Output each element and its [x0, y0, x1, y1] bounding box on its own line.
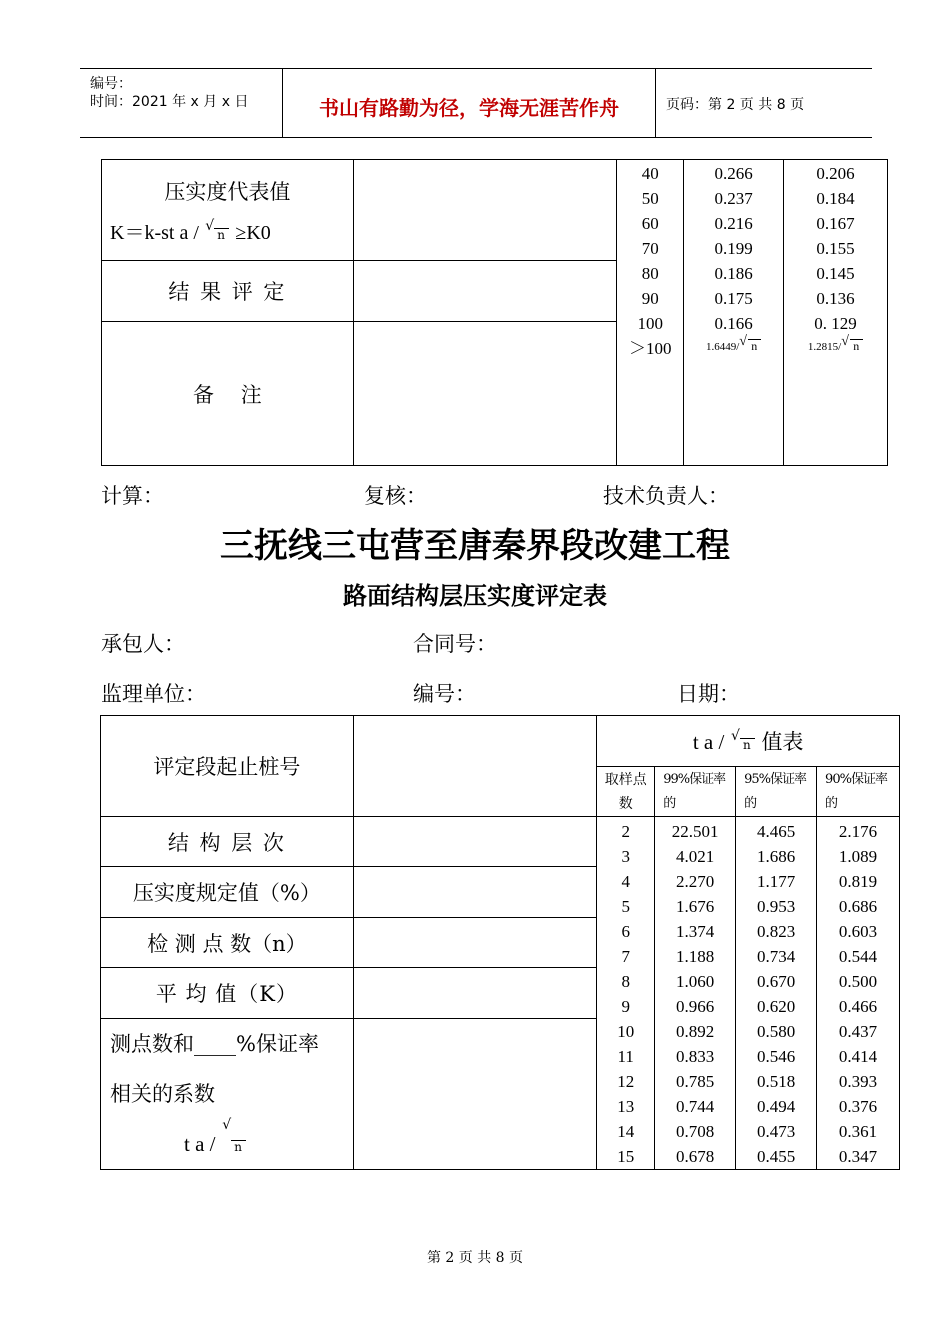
coef-count-value: 50: [641, 189, 659, 208]
ta-count-value: 4: [621, 872, 630, 891]
ta-99-value: 1.676: [676, 897, 715, 916]
coef-count-value: ＞100: [628, 339, 672, 358]
spec-label: 压实度规定值（%）: [101, 867, 354, 918]
coef-count-value: 40: [641, 164, 659, 183]
coef-count-value: 100: [637, 314, 663, 333]
mean-input: [353, 968, 597, 1019]
supervisor-label: 监理单位：: [101, 682, 206, 706]
coef-90-value: 0.136: [816, 289, 855, 308]
ta-99-value: 0.744: [676, 1097, 715, 1116]
spec-input: [353, 867, 597, 918]
calc-label: 计算：: [101, 484, 164, 508]
page-subtitle: 路面结构层压实度评定表: [343, 582, 607, 610]
ta-95-value: 0.734: [756, 947, 796, 966]
formula-right: ≥K0: [235, 221, 271, 244]
ta-99-value: 2.270: [676, 872, 715, 891]
col-99: 99%保证率的: [655, 767, 736, 817]
contractor-label: 承包人：: [101, 632, 185, 656]
ta-90-value: 2.176: [838, 822, 878, 841]
ta-90-value: 0.376: [838, 1097, 878, 1116]
ta-95-value: 0.494: [756, 1097, 796, 1116]
representative-value-formula: [102, 216, 353, 245]
coef-90-last: 1.2815/: [807, 341, 842, 353]
page-title: 三抚线三屯营至唐秦界段改建工程: [220, 526, 730, 566]
coef-count-value: 60: [641, 214, 659, 233]
points-label: 检 测 点 数（n）: [101, 918, 354, 968]
ta-95-cell: [736, 817, 817, 1170]
ta-90-value: 0.347: [838, 1147, 878, 1166]
ta-count-value: 9: [621, 997, 630, 1016]
coef-90-value: 0. 129: [814, 314, 857, 333]
ta-99-value: 0.833: [676, 1047, 715, 1066]
representative-value-table: [101, 159, 888, 466]
ta-95-value: 0.455: [756, 1147, 796, 1166]
ta-90-value: 0.544: [838, 947, 878, 966]
coef-90-value: 0.155: [816, 239, 855, 258]
coef-95-value: 0.266: [714, 164, 753, 183]
layer-label: 结 构 层 次: [101, 817, 354, 867]
page-header: [80, 68, 872, 138]
ta-90-value: 0.393: [838, 1072, 878, 1091]
ta-count-value: 11: [617, 1047, 634, 1066]
coef-90-cell: [784, 160, 888, 466]
ta-90-value: 0.500: [838, 972, 878, 991]
page-footer: 第 2 页 共 8 页: [426, 1250, 524, 1266]
contract-no-label: 合同号：: [413, 632, 497, 656]
ta-99-value: 0.966: [676, 997, 715, 1016]
compaction-evaluation-table: [100, 715, 900, 1170]
coef-count-value: 70: [641, 239, 659, 258]
representative-value-label: 压实度代表值: [164, 179, 291, 204]
ta-count-value: 6: [621, 922, 630, 941]
layer-input: [353, 817, 597, 867]
sqrt-n-icon: √ n: [739, 336, 761, 358]
result-evaluation-label: 结 果 评 定: [102, 261, 354, 322]
ta-95-value: 0.518: [756, 1072, 796, 1091]
ta-99-value: 0.785: [676, 1072, 715, 1091]
ta-90-value: 0.437: [838, 1022, 878, 1041]
ta-95-value: 0.546: [756, 1047, 796, 1066]
coef-90-value: 0.145: [816, 264, 855, 283]
ta-99-value: 0.678: [676, 1147, 715, 1166]
ta-90-value: 0.361: [838, 1122, 878, 1141]
ta-95-value: 0.473: [756, 1122, 796, 1141]
remarks-input: [353, 322, 616, 466]
sqrt-n-icon: √ n: [731, 730, 755, 754]
ta-95-value: 1.177: [756, 872, 796, 891]
header-motto: 书山有路勤为径，学海无涯苦作舟: [319, 96, 619, 120]
header-page-info: 页码：第 2 页 共 8 页: [666, 97, 805, 113]
ta-95-value: 0.620: [756, 997, 796, 1016]
coef-95-value: 0.199: [714, 239, 753, 258]
coef-label-line3: t a /: [184, 1132, 216, 1156]
ta-90-value: 0.603: [838, 922, 878, 941]
ta-99-value: 0.892: [676, 1022, 715, 1041]
representative-value-input: [353, 160, 616, 261]
ta-99-value: 1.374: [676, 922, 715, 941]
coef-label-line2: 相关的系数: [110, 1082, 215, 1106]
ta-count-value: 10: [617, 1022, 635, 1041]
mean-label: 平 均 值（K）: [101, 968, 354, 1019]
points-input: [353, 918, 597, 968]
col-95: 95%保证率的: [736, 767, 817, 817]
ta-count-value: 8: [621, 972, 630, 991]
number-label: 编号：: [413, 682, 476, 706]
sqrt-n-icon: √ n: [841, 336, 863, 358]
ta-count-value: 15: [617, 1147, 635, 1166]
ta-95-value: 0.823: [756, 922, 796, 941]
ta-95-value: 0.670: [756, 972, 796, 991]
ta-90-cell: [817, 817, 900, 1170]
section-label: 评定段起止桩号: [101, 716, 354, 817]
ta-count-value: 3: [621, 847, 630, 866]
ta-count-value: 14: [617, 1122, 635, 1141]
ta-count-value: 5: [621, 897, 630, 916]
coef-95-value: 0.186: [714, 264, 753, 283]
sqrt-n-icon: √ n: [222, 1119, 246, 1169]
header-time-label: 时间：2021 年 x 月 x 日: [90, 94, 249, 110]
ta-95-value: 0.580: [756, 1022, 796, 1041]
coef-95-cell: [684, 160, 784, 466]
coef-95-value: 0.166: [714, 314, 753, 333]
ta-99-value: 0.708: [676, 1122, 715, 1141]
remarks-label: 备 注: [102, 322, 354, 466]
col-sample-count: 取样点数: [597, 767, 655, 817]
ta-90-value: 0.414: [838, 1047, 878, 1066]
coef-counts-cell: [617, 160, 684, 466]
ta-99-cell: [655, 817, 736, 1170]
sqrt-n-icon: √ n: [205, 220, 229, 244]
ta-count-value: 12: [617, 1072, 635, 1091]
ta-99-value: 22.501: [671, 822, 719, 841]
coef-95-value: 0.237: [714, 189, 753, 208]
section-input: [353, 716, 597, 817]
ta-header: [597, 716, 900, 767]
header-number-label: 编号：: [90, 76, 132, 92]
ta-counts-cell: [597, 817, 655, 1170]
coef-input: [353, 1019, 597, 1170]
coef-95-last: 1.6449/: [705, 341, 740, 353]
ta-count-value: 2: [621, 822, 630, 841]
ta-count-value: 7: [621, 947, 630, 966]
formula-left: K＝k-st a /: [110, 221, 199, 244]
ta-90-value: 1.089: [838, 847, 878, 866]
ta-90-value: 0.819: [838, 872, 878, 891]
coef-count-value: 90: [641, 289, 659, 308]
ta-95-value: 4.465: [756, 822, 796, 841]
coef-count-value: 80: [641, 264, 659, 283]
ta-99-value: 1.188: [676, 947, 715, 966]
representative-value-cell: [102, 160, 354, 261]
coef-95-value: 0.216: [714, 214, 753, 233]
ta-99-value: 4.021: [676, 847, 715, 866]
coef-95-value: 0.175: [714, 289, 753, 308]
review-label: 复核：: [364, 484, 427, 508]
ta-header-suffix: 值表: [761, 730, 804, 754]
coef-90-value: 0.184: [816, 189, 855, 208]
ta-90-value: 0.466: [838, 997, 878, 1016]
date-label: 日期：: [677, 682, 740, 706]
coef-90-value: 0.167: [816, 214, 855, 233]
ta-99-value: 1.060: [676, 972, 715, 991]
coef-90-value: 0.206: [816, 164, 855, 183]
ta-95-value: 1.686: [756, 847, 796, 866]
ta-header-prefix: t a /: [692, 730, 725, 754]
coef-label-line1: 测点数和____%保证率: [110, 1032, 319, 1056]
ta-90-value: 0.686: [838, 897, 878, 916]
coef-label-cell: [101, 1019, 354, 1170]
tech-lead-label: 技术负责人：: [603, 484, 729, 508]
ta-count-value: 13: [617, 1097, 635, 1116]
col-90: 90%保证率的: [817, 767, 900, 817]
result-evaluation-input: [353, 261, 616, 322]
ta-95-value: 0.953: [756, 897, 796, 916]
